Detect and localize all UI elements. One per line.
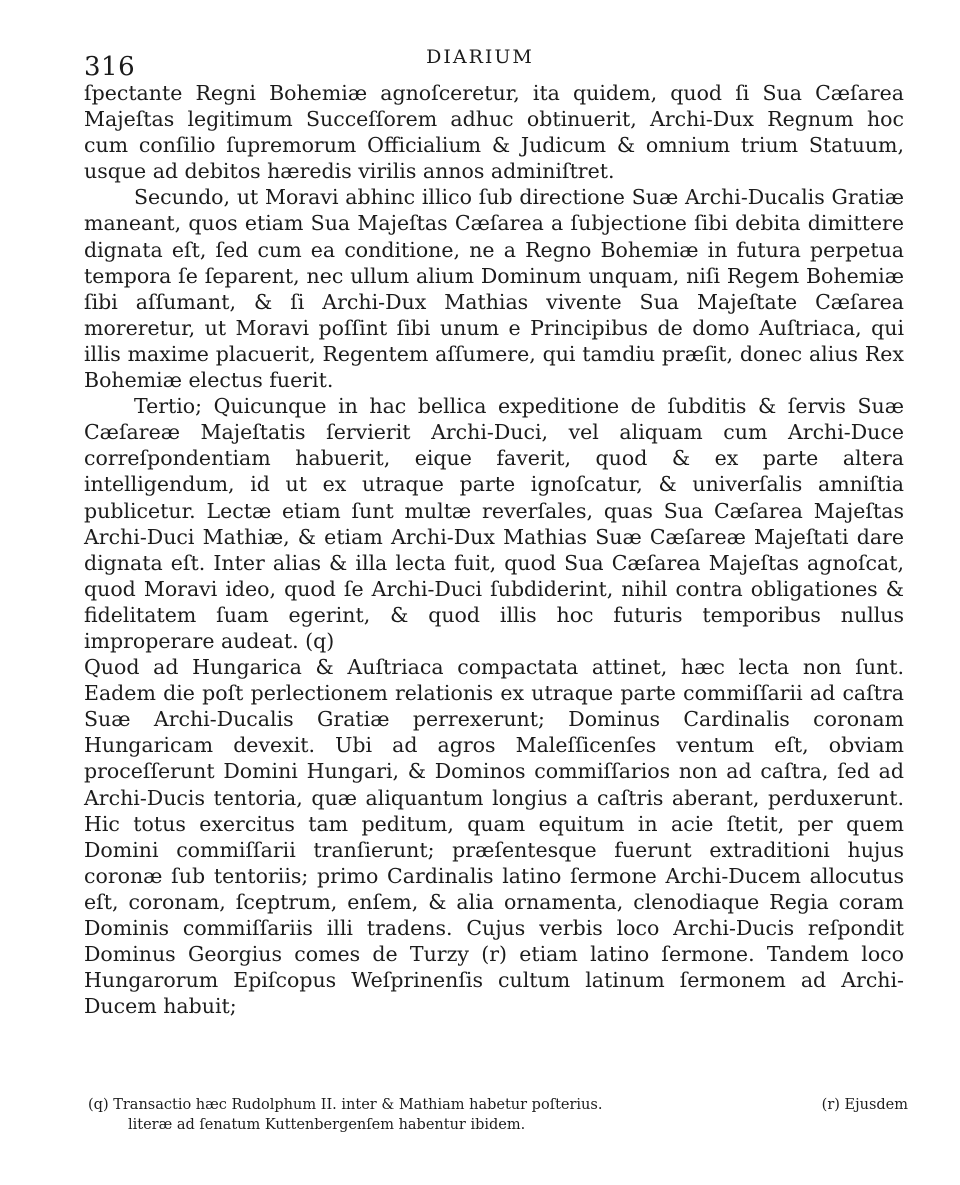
footnote-r: (r) Ejusdem: [821, 1097, 908, 1113]
paragraph-secundo: Secundo, ut Moravi abhinc illico ſub directione Suæ Archi-Ducalis Gratiæ maneant, quos etiam Sua Majeſtas Cæſarea a ſubjectione ſibi debita dimittere dignata eſt, ſed cum ea conditione, ne a Regno Bohemiæ in futura perpetua tempora ſe ſeparent, nec ullum alium Dominum unquam, niſi Regem Bohemiæ ſibi aſſumant, & ſi Archi-Dux Mathias vivente Sua Majeſtate Cæſarea moreretur, ut Moravi poſſint ſibi unum e Principibus de domo Auſtriaca, qui illis maxime placuerit, Regentem aſſumere, qui tamdiu præſit, donec alius Rex Bohemiæ electus fuerit.: [84, 185, 904, 393]
body-text: [84, 80, 904, 1019]
page-number: 316: [84, 52, 136, 82]
footnote-q-line-1: (q) Transactio hæc Rudolphum II. inter & Mathiam habetur poſterius.: [88, 1097, 603, 1113]
paragraph-continuation: ſpectante Regni Bohemiæ agnoſceretur, ita quidem, quod ſi Sua Cæſarea Majeſtas legitimum Succeſſorem adhuc obtinuerit, Archi-Dux Regnum hoc cum conſilio ſupremorum Officialium & Judicum & omnium trium Statuum, usque ad debitos hæredis virilis annos adminiſtret.: [84, 81, 904, 184]
footnote-q: [88, 1095, 728, 1135]
footnote-q-line-2: literæ ad ſenatum Kuttenbergenſem habentur ibidem.: [128, 1117, 526, 1133]
paragraph-quod: Quod ad Hungarica & Auſtriaca compactata attinet, hæc lecta non ſunt. Eadem die poſt perlectionem relationis ex utraque parte commiſſarii ad caſtra Suæ Archi-Ducalis Gratiæ perrexerunt; Dominus Cardinalis coronam Hungaricam devexit. Ubi ad agros Maleſſicenſes ventum eſt, obviam proceſſerunt Domini Hungari, & Dominos commiſſarios non ad caſtra, ſed ad Archi-Ducis tentoria, quæ aliquantum longius a caſtris aberant, perduxerunt. Hic totus exercitus tam peditum, quam equitum in acie ſtetit, per quem Domini commiſſarii tranſierunt; præſentesque fuerunt extraditioni hujus coronæ ſub tentoriis; primo Cardinalis latino ſermone Archi-Ducem allocutus eſt, coronam, ſceptrum, enſem, & alia ornamenta, clenodiaque Regia coram Dominis commiſſariis illi tradens. Cujus verbis loco Archi-Ducis reſpondit Dominus Georgius comes de Turzy (r) etiam latino ſermone. Tandem loco Hungarorum Epiſcopus Weſprinenſis cultum latinum ſermonem ad Archi-Ducem habuit;: [84, 655, 904, 1019]
running-head: DIARIUM: [426, 46, 534, 68]
paragraph-tertio: Tertio; Quicunque in hac bellica expeditione de ſubditis & ſervis Suæ Cæſareæ Majeſtatis ſervierit Archi-Duci, vel aliquam cum Archi-Duce correſpondentiam habuerit, eique faverit, quod & ex parte altera intelligendum, id ut ex utraque parte ignoſcatur, & univerſalis amniſtia publicetur. Lectæ etiam ſunt multæ reverſales, quas Sua Cæſarea Majeſtas Archi-Duci Mathiæ, & etiam Archi-Dux Mathias Suæ Cæſareæ Majeſtati dare dignata eſt. Inter alias & illa lecta fuit, quod Sua Cæſarea Majeſtas agnoſcat, quod Moravi ideo, quod ſe Archi-Duci ſubdiderint, nihil contra obligationes & fidelitatem ſuam egerint, & quod illis hoc futuris temporibus nullus improperare audeat. (q): [84, 394, 904, 653]
